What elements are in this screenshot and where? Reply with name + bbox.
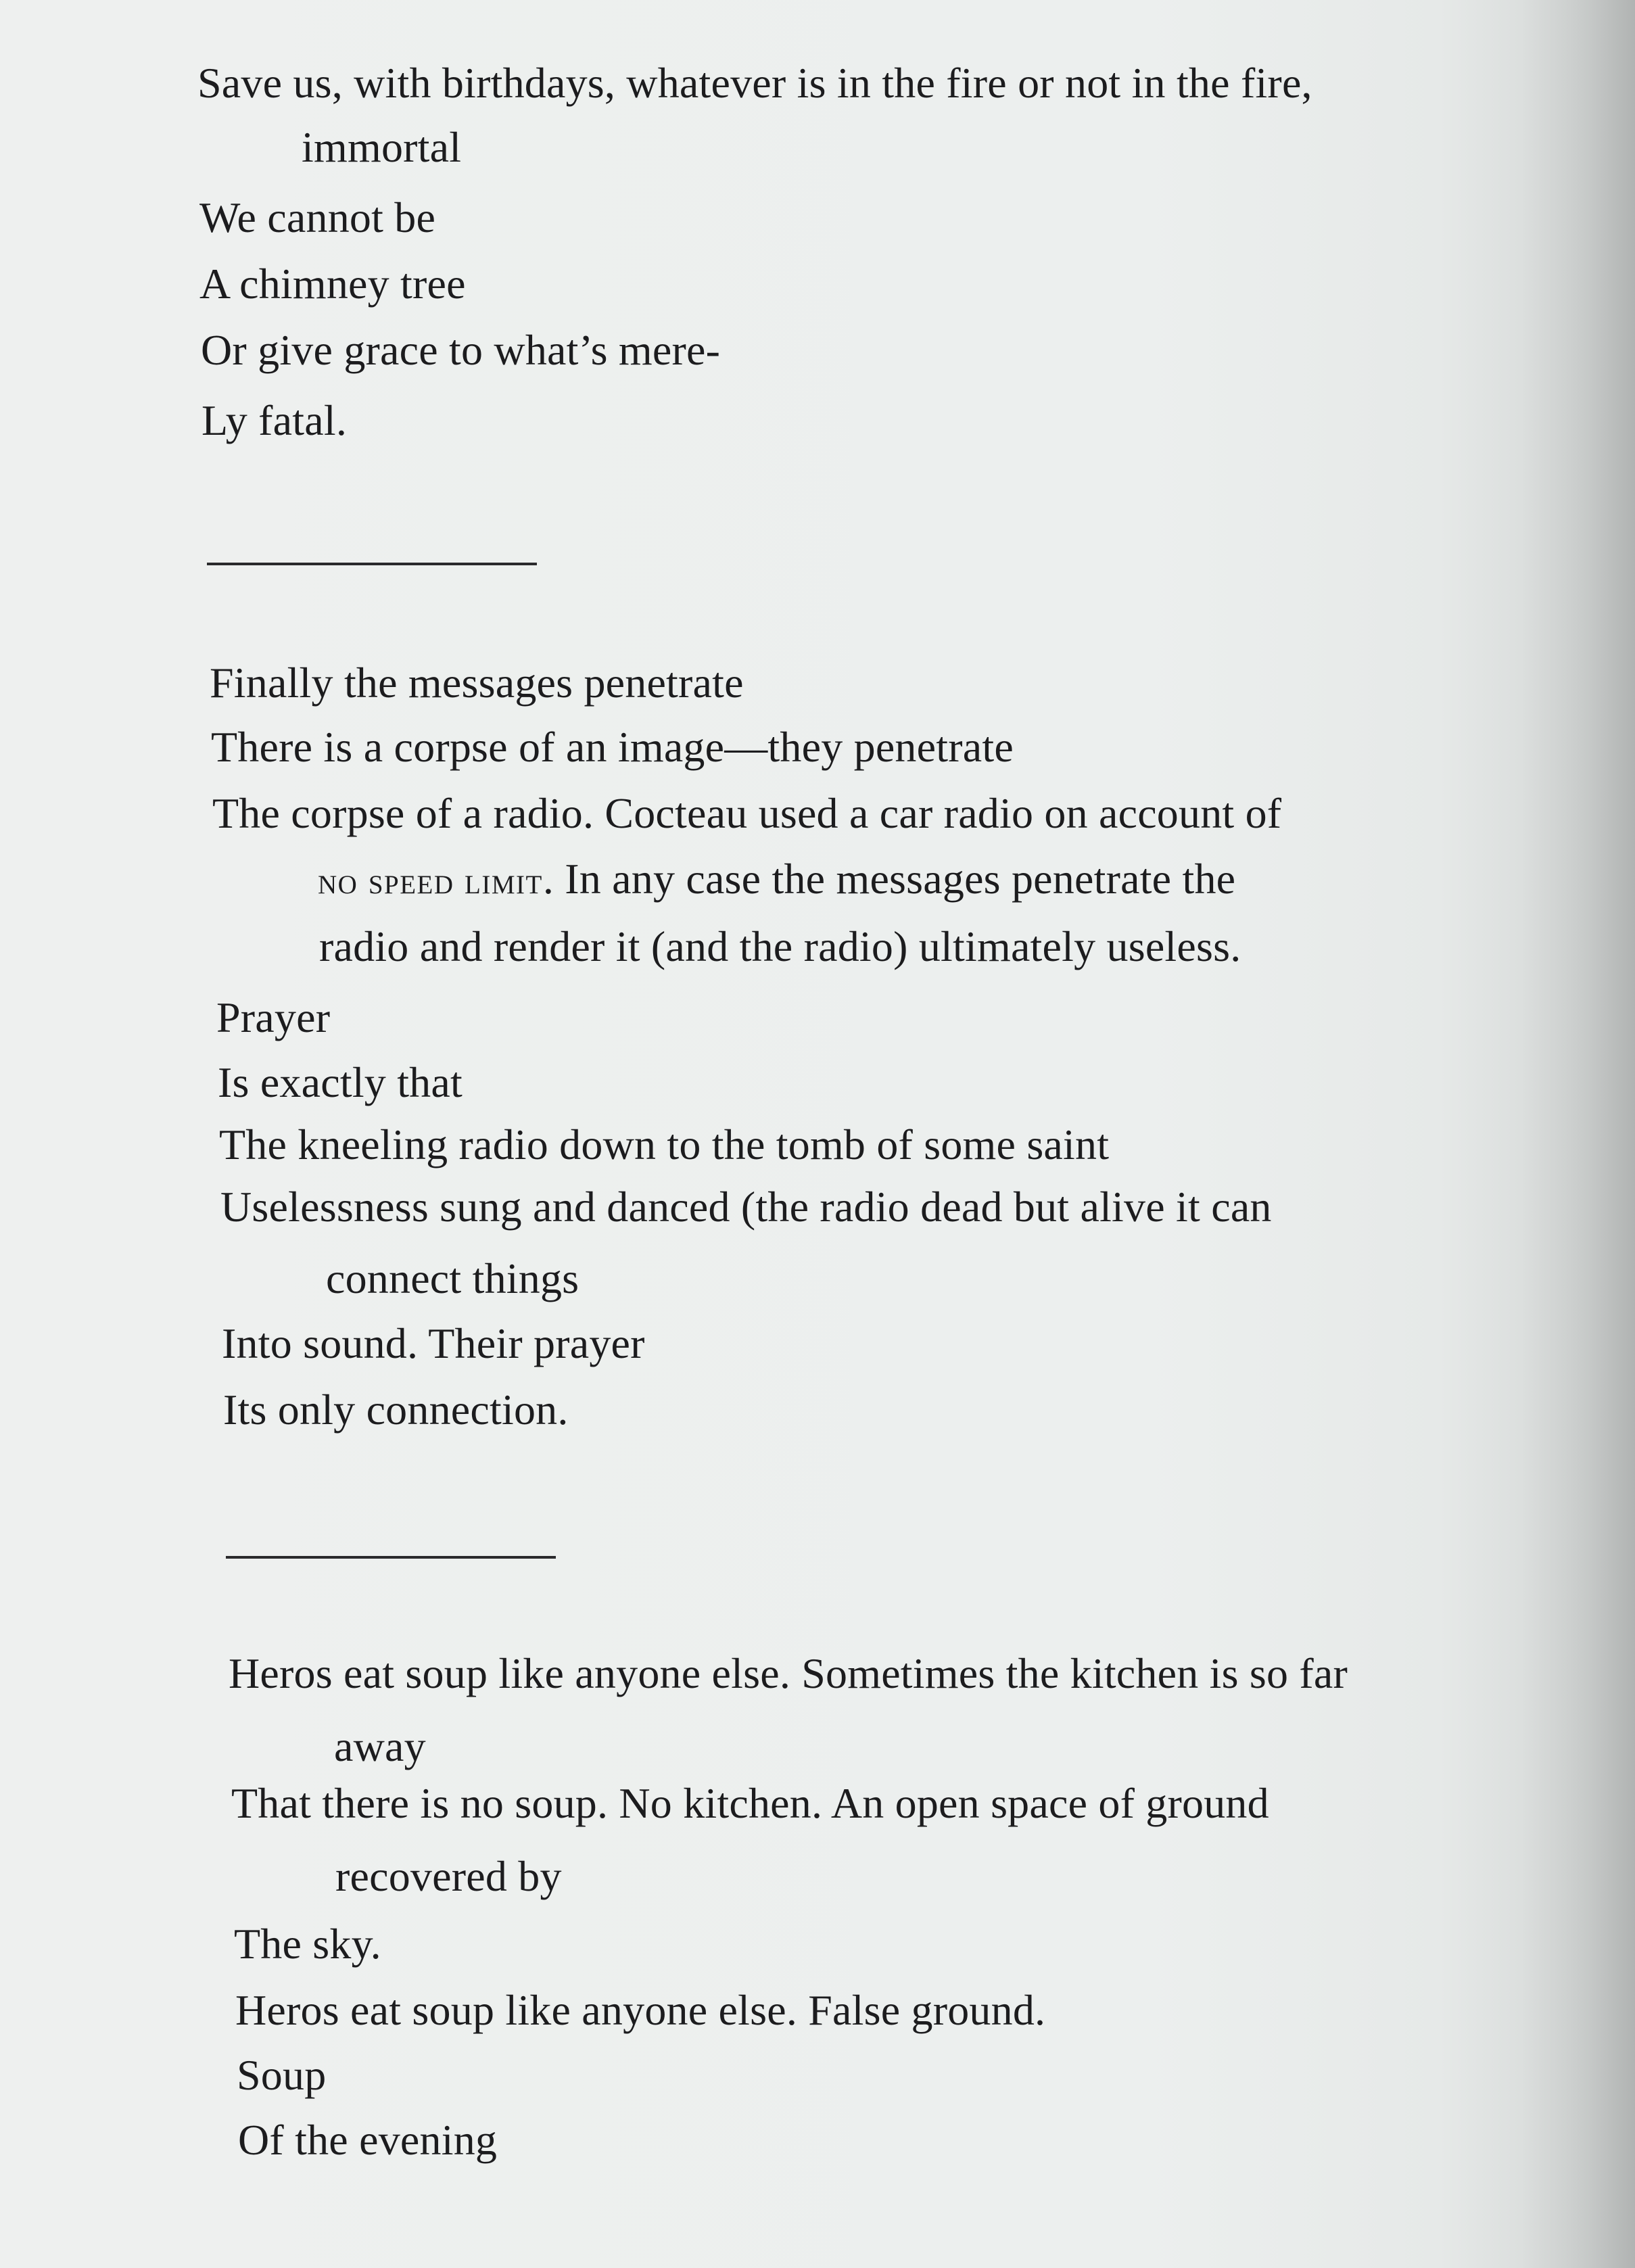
poem-line: The kneeling radio down to the tomb of some saint [219, 1120, 1110, 1168]
poem-line-continuation [318, 855, 1235, 903]
poem-line: The sky. [234, 1920, 381, 1968]
poem-line: Into sound. Their prayer [222, 1319, 645, 1367]
section-divider [207, 563, 537, 565]
poem-line-continuation: recovered by [335, 1852, 562, 1900]
poem-line: Of the evening [238, 2116, 498, 2164]
poem-line: Heros eat soup like anyone else. False ground. [235, 1986, 1046, 2034]
section-divider [226, 1556, 556, 1559]
poem-line: Finally the messages penetrate [210, 659, 744, 707]
poem-line: Ly fatal. [202, 396, 348, 444]
poem-line: That there is no soup. No kitchen. An open space of ground [231, 1779, 1269, 1827]
poem-line-continuation: radio and render it (and the radio) ultimately useless. [319, 922, 1241, 970]
poem-line: Its only connection. [223, 1386, 569, 1434]
poem-line: Or give grace to what’s mere- [201, 326, 721, 374]
poem-line: Uselessness sung and danced (the radio dead but alive it can [220, 1183, 1272, 1231]
poem-line-continuation: connect things [326, 1254, 579, 1302]
poem-line-continuation: immortal [302, 123, 462, 171]
poem-line: The corpse of a radio. Cocteau used a car radio on account of [212, 789, 1282, 837]
poem-line: Soup [237, 2051, 327, 2099]
poem-line: Prayer [216, 993, 331, 1041]
poem-line: A chimney tree [199, 260, 466, 308]
poem-line: We cannot be [199, 193, 436, 241]
poem-line: Is exactly that [218, 1058, 463, 1106]
small-caps-phrase: no speed limit [318, 860, 543, 902]
poem-line-continuation: away [334, 1722, 426, 1770]
poem-line: Heros eat soup like anyone else. Sometimes the kitchen is so far [229, 1649, 1348, 1697]
poem-line: There is a corpse of an image—they penetrate [211, 723, 1014, 771]
poem-line: Save us, with birthdays, whatever is in the fire or not in the fire, [197, 59, 1312, 107]
poem-line-rest: . In any case the messages penetrate the [542, 855, 1236, 903]
